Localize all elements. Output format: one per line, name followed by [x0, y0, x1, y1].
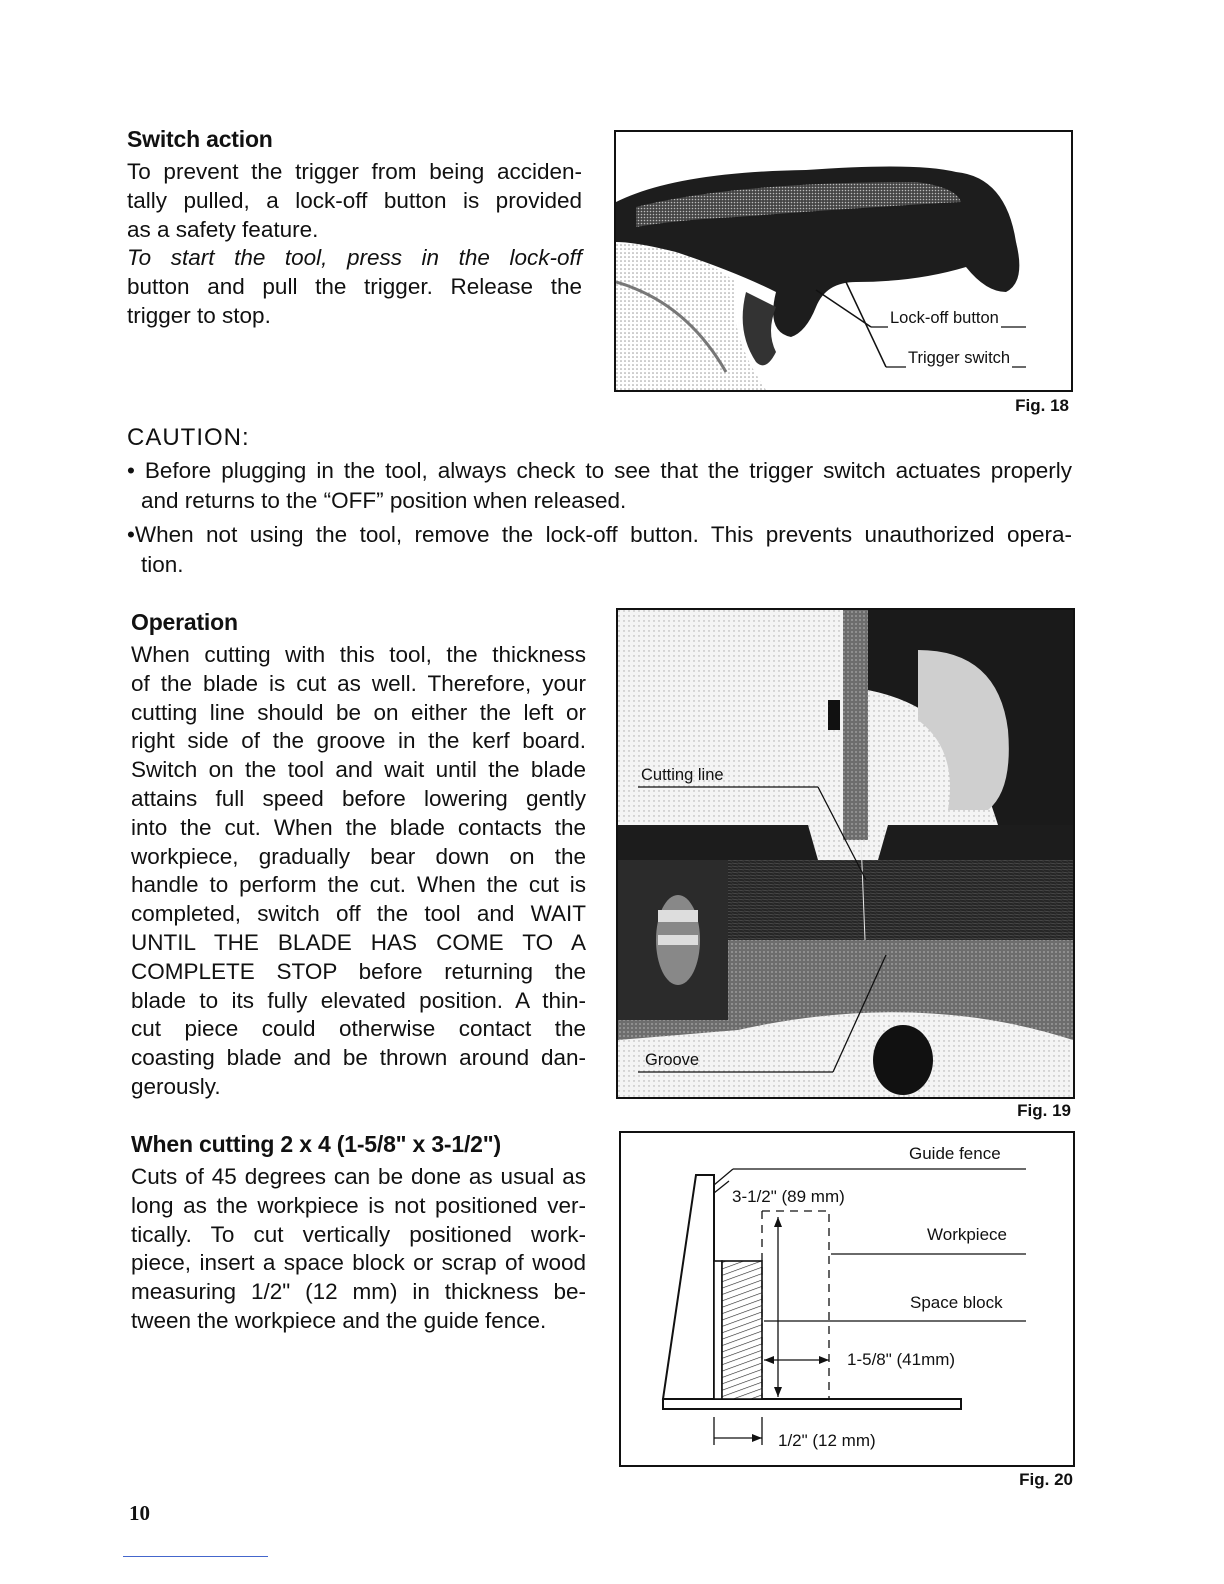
space-block-diagram — [621, 1133, 1073, 1465]
cutting-2x4-paragraph — [131, 1163, 586, 1336]
kerf-board-illustration — [618, 610, 1073, 1097]
text-line: UNTIL THE BLADE HAS COME TO A — [131, 929, 586, 955]
caution-title: CAUTION: — [127, 424, 250, 451]
caution-list — [127, 456, 1072, 580]
text-line: tically. To cut vertically positioned work- — [131, 1221, 586, 1247]
space-block-callout: Space block — [910, 1293, 1003, 1312]
guide-fence-callout: Guide fence — [909, 1144, 1001, 1163]
text-line: tally pulled, a lock-off button is provided — [127, 187, 582, 213]
fig20-diagram — [619, 1131, 1075, 1467]
page-number: 10 — [129, 1501, 150, 1525]
text-line: blade to its fully elevated position. A thin- — [131, 987, 586, 1013]
text-line: right side of the groove in the kerf board. — [131, 728, 586, 754]
fig19-photo — [616, 608, 1075, 1099]
text-line: cutting line should be on either the left or — [131, 699, 586, 725]
switch-action-heading: Switch action — [127, 126, 273, 152]
fig19-label: Fig. 19 — [1017, 1101, 1071, 1120]
footer-rule — [123, 1556, 268, 1557]
text-line: COMPLETE STOP before returning the — [131, 958, 586, 984]
text-line: of the blade is cut as well. Therefore, your — [131, 670, 586, 696]
lock-off-button-callout: Lock-off button — [890, 309, 999, 327]
groove-callout: Groove — [645, 1051, 700, 1069]
text-line: trigger to stop. — [127, 302, 271, 328]
text-line: into the cut. When the blade contacts the — [131, 814, 586, 840]
text-line: button and pull the trigger. Release the — [127, 274, 582, 300]
text-line: Cuts of 45 degrees can be done as usual as — [131, 1164, 586, 1189]
text-line: To prevent the trigger from being acciden- — [127, 159, 582, 184]
bullet-line: tion. — [141, 552, 184, 577]
text-line: as a safety feature. — [127, 216, 319, 242]
text-line: completed, switch off the tool and WAIT — [131, 901, 586, 927]
text-line: workpiece, gradually bear down on the — [131, 843, 586, 869]
block-dimension-label: 1/2" (12 mm) — [778, 1431, 876, 1450]
bullet-line: • Before plugging in the tool, always check to see that the trigger switch actuates properly — [127, 458, 1072, 483]
height-dimension-label: 3-1/2" (89 mm) — [732, 1187, 845, 1206]
workpiece-callout: Workpiece — [927, 1225, 1007, 1244]
text-line: handle to perform the cut. When the cut is — [131, 872, 586, 898]
text-line: tween the workpiece and the guide fence. — [131, 1307, 547, 1333]
text-line: gerously. — [131, 1073, 221, 1099]
text-line: coasting blade and be thrown around dan- — [131, 1045, 586, 1071]
cutting-line-callout: Cutting line — [641, 766, 724, 784]
text-line: To start the tool, press in the lock-off — [127, 245, 582, 271]
operation-heading: Operation — [131, 609, 238, 635]
text-line: cut piece could otherwise contact the — [131, 1016, 586, 1042]
text-line: When cutting with this tool, the thickness — [131, 642, 586, 667]
cutting-2x4-heading: When cutting 2 x 4 (1-5/8" x 3-1/2") — [131, 1131, 501, 1157]
fig18-label: Fig. 18 — [1015, 396, 1069, 415]
text-line: measuring 1/2" (12 mm) in thickness be- — [131, 1279, 586, 1305]
trigger-switch-callout: Trigger switch — [908, 349, 1011, 367]
fig20-label: Fig. 20 — [1019, 1470, 1073, 1489]
fig18-photo — [614, 130, 1073, 392]
bullet-line: and returns to the “OFF” position when released. — [141, 488, 627, 513]
bullet-line: •When not using the tool, remove the lock-off button. This prevents unauthorized opera- — [127, 522, 1072, 547]
switch-action-paragraph — [127, 158, 582, 331]
text-line: attains full speed before lowering gently — [131, 785, 586, 811]
operation-paragraph — [131, 641, 586, 1102]
text-line: Switch on the tool and wait until the blade — [131, 757, 586, 783]
text-line: piece, insert a space block or scrap of wood — [131, 1250, 586, 1276]
thickness-dimension-label: 1-5/8" (41mm) — [847, 1350, 956, 1369]
text-line: long as the workpiece is not positioned ver- — [131, 1192, 586, 1218]
